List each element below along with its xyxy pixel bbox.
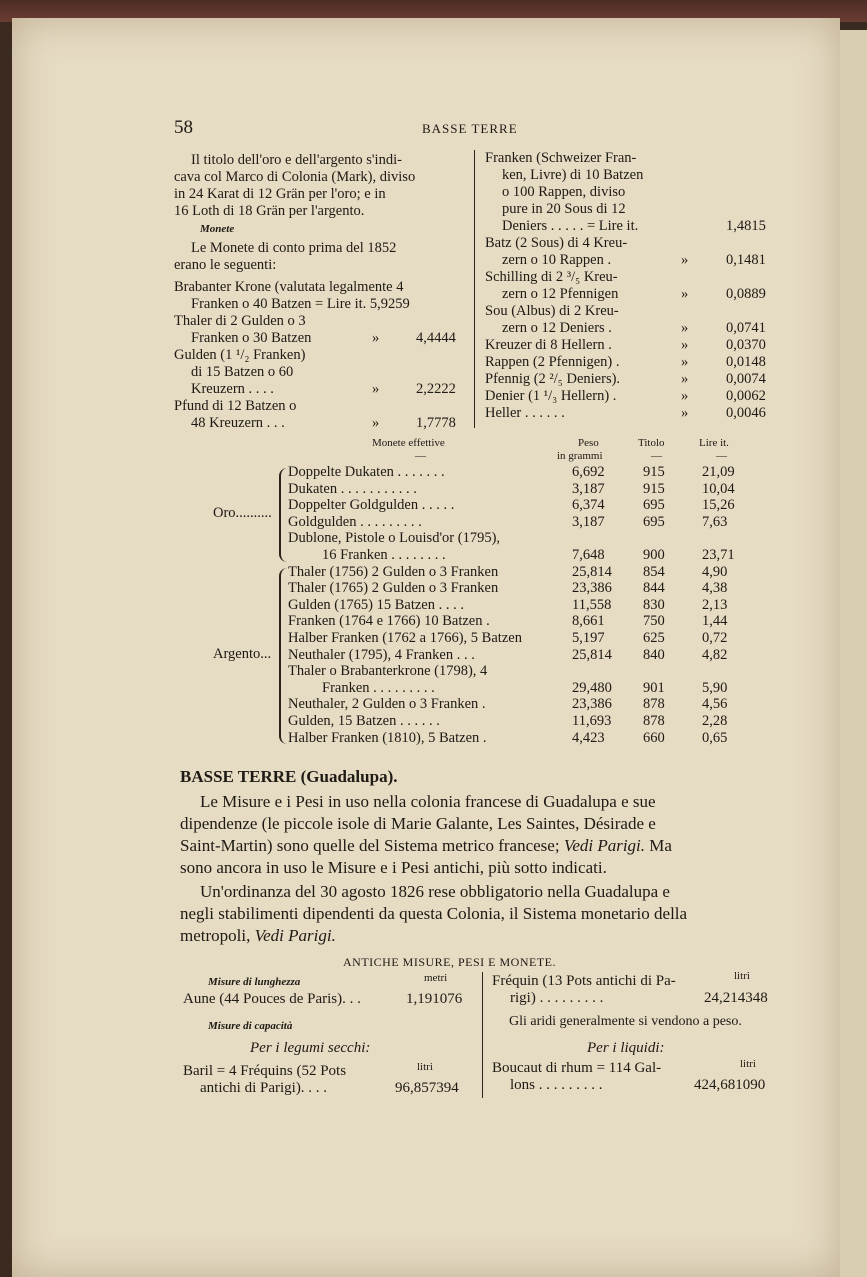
coin-weight: 8,661 bbox=[572, 613, 605, 630]
intro-line: 16 Loth di 18 Grän per l'argento. bbox=[174, 203, 365, 219]
coin-line: pure in 20 Sous di 12 bbox=[502, 201, 626, 217]
para2-see-paris: Vedi Parigi. bbox=[254, 926, 336, 945]
coin-lire: 4,56 bbox=[702, 696, 728, 713]
frequin-value: 24,214348 bbox=[704, 990, 768, 1006]
capacita-heading: Misure di capacità bbox=[208, 1020, 293, 1032]
para1-line3 bbox=[180, 836, 672, 856]
coin-lire: 2,28 bbox=[702, 713, 728, 729]
boucaut-line2: lons . . . . . . . . . bbox=[510, 1077, 603, 1093]
ditto-mark: » bbox=[681, 320, 689, 336]
intro-line: in 24 Karat di 12 Grän per l'oro; e in bbox=[174, 186, 386, 202]
ditto-mark: » bbox=[681, 405, 689, 421]
coin-line: Pfund di 12 Batzen o bbox=[174, 398, 297, 414]
coin-name: 16 Franken . . . . . . . . bbox=[322, 547, 446, 563]
intro-line: Il titolo dell'oro e dell'argento s'indi- bbox=[191, 152, 402, 168]
coin-name: Doppelter Goldgulden . . . . . bbox=[288, 497, 455, 514]
coin-line: Thaler di 2 Gulden o 3 bbox=[174, 313, 306, 329]
coin-line: Kreuzer di 8 Hellern . bbox=[485, 337, 612, 353]
ditto-mark: » bbox=[372, 330, 380, 346]
coin-fineness: 900 bbox=[643, 547, 665, 563]
coin-name: Franken . . . . . . . . . bbox=[322, 679, 435, 696]
coin-line: o 100 Rappen, diviso bbox=[502, 184, 626, 200]
coin-lire: 0,65 bbox=[702, 729, 728, 746]
coin-weight: 11,693 bbox=[572, 713, 612, 729]
para2-line3-text: metropoli, bbox=[180, 926, 251, 945]
coin-lire: 23,71 bbox=[702, 547, 735, 563]
coin-lire: 4,38 bbox=[702, 580, 728, 597]
coin-name: Halber Franken (1810), 5 Batzen . bbox=[288, 729, 487, 746]
coin-line: Denier (1 ¹/₃ Hellern) . bbox=[485, 388, 617, 404]
coin-fineness: 660 bbox=[643, 729, 665, 746]
coin-value: 0,0062 bbox=[726, 388, 766, 404]
litri-unit-left: litri bbox=[417, 1061, 433, 1073]
coin-name: Franken (1764 e 1766) 10 Batzen . bbox=[288, 613, 490, 630]
para1-line4: sono ancora in uso le Misure e i Pesi antichi, più sotto indicati. bbox=[180, 858, 607, 877]
col-header-peso: Peso bbox=[578, 437, 599, 449]
section-subtitle: (Guadalupa). bbox=[300, 767, 398, 786]
next-page-edge bbox=[838, 30, 867, 1277]
coin-weight: 6,374 bbox=[572, 497, 605, 514]
coin-fineness: 625 bbox=[643, 630, 665, 646]
aune-label: Aune (44 Pouces de Paris). . . bbox=[183, 991, 361, 1007]
ditto-mark: » bbox=[681, 388, 689, 404]
para1-line1: Le Misure e i Pesi in uso nella colonia francese di Guadalupa e sue bbox=[200, 792, 656, 811]
litri-unit-right-2: litri bbox=[740, 1058, 756, 1070]
coin-fineness: 695 bbox=[643, 497, 665, 514]
ditto-mark: » bbox=[681, 286, 689, 302]
coin-value: 0,0148 bbox=[726, 354, 766, 370]
coin-line: Schilling di 2 ³/₅ Kreu- bbox=[485, 269, 618, 285]
col-header-peso-sub: in grammi bbox=[557, 450, 603, 462]
litri-unit-right: litri bbox=[734, 970, 750, 982]
col-header-titolo: Titolo bbox=[638, 437, 665, 449]
coin-name: Thaler (1756) 2 Gulden o 3 Franken bbox=[288, 563, 499, 580]
coin-weight: 23,386 bbox=[572, 696, 612, 713]
col-header-dash: — bbox=[651, 450, 662, 462]
coin-value: 4,4444 bbox=[416, 330, 456, 346]
coin-line: Kreuzern . . . . bbox=[191, 381, 274, 397]
coin-weight: 25,814 bbox=[572, 563, 612, 580]
coin-line: di 15 Batzen o 60 bbox=[191, 364, 294, 380]
coin-fineness: 844 bbox=[643, 580, 665, 597]
coin-line: ken, Livre) di 10 Batzen bbox=[502, 167, 644, 183]
col-header-dash: — bbox=[415, 450, 426, 462]
coin-name: Neuthaler, 2 Gulden o 3 Franken . bbox=[288, 696, 486, 713]
coin-weight: 29,480 bbox=[572, 679, 612, 696]
para2-line3 bbox=[180, 926, 336, 946]
coin-line: Deniers . . . . . = Lire it. bbox=[502, 218, 639, 234]
coin-weight: 25,814 bbox=[572, 646, 612, 663]
ditto-mark: » bbox=[681, 252, 689, 268]
coin-line: Franken o 30 Batzen bbox=[191, 330, 312, 346]
coin-name: Thaler o Brabanterkrone (1798), 4 bbox=[288, 663, 488, 680]
baril-line2: antichi di Parigi). . . . bbox=[200, 1080, 328, 1096]
antiche-column-rule bbox=[482, 972, 483, 1098]
coin-line: Franken (Schweizer Fran- bbox=[485, 150, 637, 166]
coin-name: Goldgulden . . . . . . . . . bbox=[288, 513, 422, 530]
coin-line: Brabanter Krone (valutata legalmente 4 bbox=[174, 279, 404, 295]
coin-name: Gulden (1765) 15 Batzen . . . . bbox=[288, 596, 464, 613]
coin-line: Rappen (2 Pfennigen) . bbox=[485, 354, 620, 370]
coin-value: 1,7778 bbox=[416, 415, 456, 431]
coin-fineness: 915 bbox=[643, 464, 665, 480]
aune-value: 1,191076 bbox=[406, 991, 463, 1007]
ditto-mark: » bbox=[372, 381, 380, 397]
monete-intro-line: Le Monete di conto prima del 1852 bbox=[191, 240, 397, 256]
ditto-mark: » bbox=[681, 337, 689, 353]
coin-name: Neuthaler (1795), 4 Franken . . . bbox=[288, 646, 475, 663]
coin-fineness: 878 bbox=[643, 713, 665, 729]
coin-name: Dublone, Pistole o Louisd'or (1795), bbox=[288, 530, 501, 547]
coin-value: 0,0046 bbox=[726, 405, 766, 421]
metri-unit: metri bbox=[424, 972, 448, 984]
coin-weight: 3,187 bbox=[572, 480, 605, 497]
baril-line1: Baril = 4 Fréquins (52 Pots bbox=[183, 1063, 347, 1079]
frequin-line1: Fréquin (13 Pots antichi di Pa- bbox=[492, 973, 676, 989]
page-number: 58 bbox=[174, 117, 193, 138]
group-brace bbox=[279, 468, 287, 562]
coin-line: zern o 12 Pfennigen bbox=[502, 286, 619, 302]
lunghezza-heading: Misure di lunghezza bbox=[208, 976, 301, 988]
coin-fineness: 854 bbox=[643, 563, 665, 580]
para2-line1: Un'ordinanza del 30 agosto 1826 rese obbligatorio nella Guadalupa e bbox=[200, 882, 670, 901]
monete-intro-line: erano le seguenti: bbox=[174, 257, 277, 273]
ditto-mark: » bbox=[372, 415, 380, 431]
coin-value: 0,0741 bbox=[726, 320, 766, 336]
coin-fineness: 878 bbox=[643, 696, 665, 713]
coin-line: Batz (2 Sous) di 4 Kreu- bbox=[485, 235, 628, 251]
coin-name: Thaler (1765) 2 Gulden o 3 Franken bbox=[288, 580, 499, 597]
running-head: BASSE TERRE bbox=[422, 121, 518, 136]
coin-lire: 4,90 bbox=[702, 563, 728, 580]
coin-value: 0,0370 bbox=[726, 337, 766, 353]
coin-name: Dukaten . . . . . . . . . . . bbox=[288, 480, 417, 497]
coin-weight: 6,692 bbox=[572, 464, 605, 480]
col-header-lire: Lire it. bbox=[699, 437, 729, 449]
coin-fineness: 840 bbox=[643, 646, 665, 663]
coin-lire: 10,04 bbox=[702, 480, 735, 497]
coin-fineness: 901 bbox=[643, 679, 665, 696]
col-header-name: Monete effettive bbox=[372, 437, 445, 449]
coin-lire: 4,82 bbox=[702, 646, 728, 663]
coin-name: Doppelte Dukaten . . . . . . . bbox=[288, 464, 445, 480]
coin-value: 0,0889 bbox=[726, 286, 766, 302]
liquidi-heading: Per i liquidi: bbox=[587, 1040, 665, 1056]
coin-fineness: 830 bbox=[643, 596, 665, 613]
intro-line: cava col Marco di Colonia (Mark), diviso bbox=[174, 169, 416, 185]
coin-name: Halber Franken (1762 a 1766), 5 Batzen bbox=[288, 630, 522, 646]
coin-value: 1,4815 bbox=[726, 218, 766, 234]
legumi-heading: Per i legumi secchi: bbox=[250, 1040, 371, 1056]
antiche-heading: ANTICHE MISURE, PESI E MONETE. bbox=[343, 955, 556, 969]
coin-lire: 5,90 bbox=[702, 679, 728, 696]
frequin-line2: rigi) . . . . . . . . . bbox=[510, 990, 604, 1006]
coin-fineness: 695 bbox=[643, 513, 665, 530]
coin-value: 0,0074 bbox=[726, 371, 766, 387]
group-label: Argento... bbox=[213, 645, 272, 662]
coin-name: Gulden, 15 Batzen . . . . . . bbox=[288, 713, 440, 729]
group-label: Oro.......... bbox=[213, 504, 272, 521]
section-heading bbox=[180, 767, 397, 787]
coin-value: 0,1481 bbox=[726, 252, 766, 268]
coin-line: Sou (Albus) di 2 Kreu- bbox=[485, 303, 619, 319]
coin-line: Gulden (1 ¹/₂ Franken) bbox=[174, 347, 306, 363]
coin-lire: 7,63 bbox=[702, 513, 728, 530]
boucaut-value: 424,681090 bbox=[694, 1077, 766, 1093]
coin-fineness: 750 bbox=[643, 613, 665, 630]
coin-line: zern o 12 Deniers . bbox=[502, 320, 612, 336]
boucaut-line1: Boucaut di rhum = 114 Gal- bbox=[492, 1060, 662, 1076]
group-brace bbox=[279, 568, 287, 745]
aridi-note: Gli aridi generalmente si vendono a peso. bbox=[509, 1014, 742, 1029]
coin-weight: 11,558 bbox=[572, 596, 612, 613]
para1-line2: dipendenze (le piccole isole di Marie Galante, Les Saintes, Désirade e bbox=[180, 814, 656, 833]
coin-line: Franken o 40 Batzen = Lire it. 5,9259 bbox=[191, 296, 410, 312]
coin-fineness: 915 bbox=[643, 480, 665, 497]
col-header-dash: — bbox=[716, 450, 727, 462]
coin-weight: 5,197 bbox=[572, 630, 605, 646]
coin-lire: 21,09 bbox=[702, 464, 735, 480]
ditto-mark: » bbox=[681, 371, 689, 387]
coin-lire: 1,44 bbox=[702, 613, 728, 630]
monete-heading: Monete bbox=[200, 223, 235, 235]
coin-lire: 2,13 bbox=[702, 596, 728, 613]
coin-weight: 7,648 bbox=[572, 547, 605, 563]
coin-lire: 0,72 bbox=[702, 630, 728, 646]
para1-line3-tail: Ma bbox=[649, 836, 672, 855]
coin-value: 2,2222 bbox=[416, 381, 456, 397]
coin-weight: 23,386 bbox=[572, 580, 612, 597]
section-title: BASSE TERRE bbox=[180, 767, 297, 786]
column-rule bbox=[474, 150, 475, 428]
para1-see-paris: Vedi Parigi. bbox=[563, 836, 646, 855]
ditto-mark: » bbox=[681, 354, 689, 370]
para1-line3-text: Saint-Martin) sono quelle del Sistema metrico francese; bbox=[180, 836, 560, 855]
coin-line: 48 Kreuzern . . . bbox=[191, 415, 285, 431]
coin-weight: 3,187 bbox=[572, 513, 605, 530]
coin-line: zern o 10 Rappen . bbox=[502, 252, 612, 268]
para2-line2: negli stabilimenti dipendenti da questa Colonia, il Sistema monetario della bbox=[180, 904, 688, 923]
coin-weight: 4,423 bbox=[572, 729, 605, 746]
baril-value: 96,857394 bbox=[395, 1080, 459, 1096]
coin-lire: 15,26 bbox=[702, 497, 735, 514]
coin-line: Heller . . . . . . bbox=[485, 405, 565, 421]
coin-line: Pfennig (2 ²/₅ Deniers). bbox=[485, 371, 621, 387]
